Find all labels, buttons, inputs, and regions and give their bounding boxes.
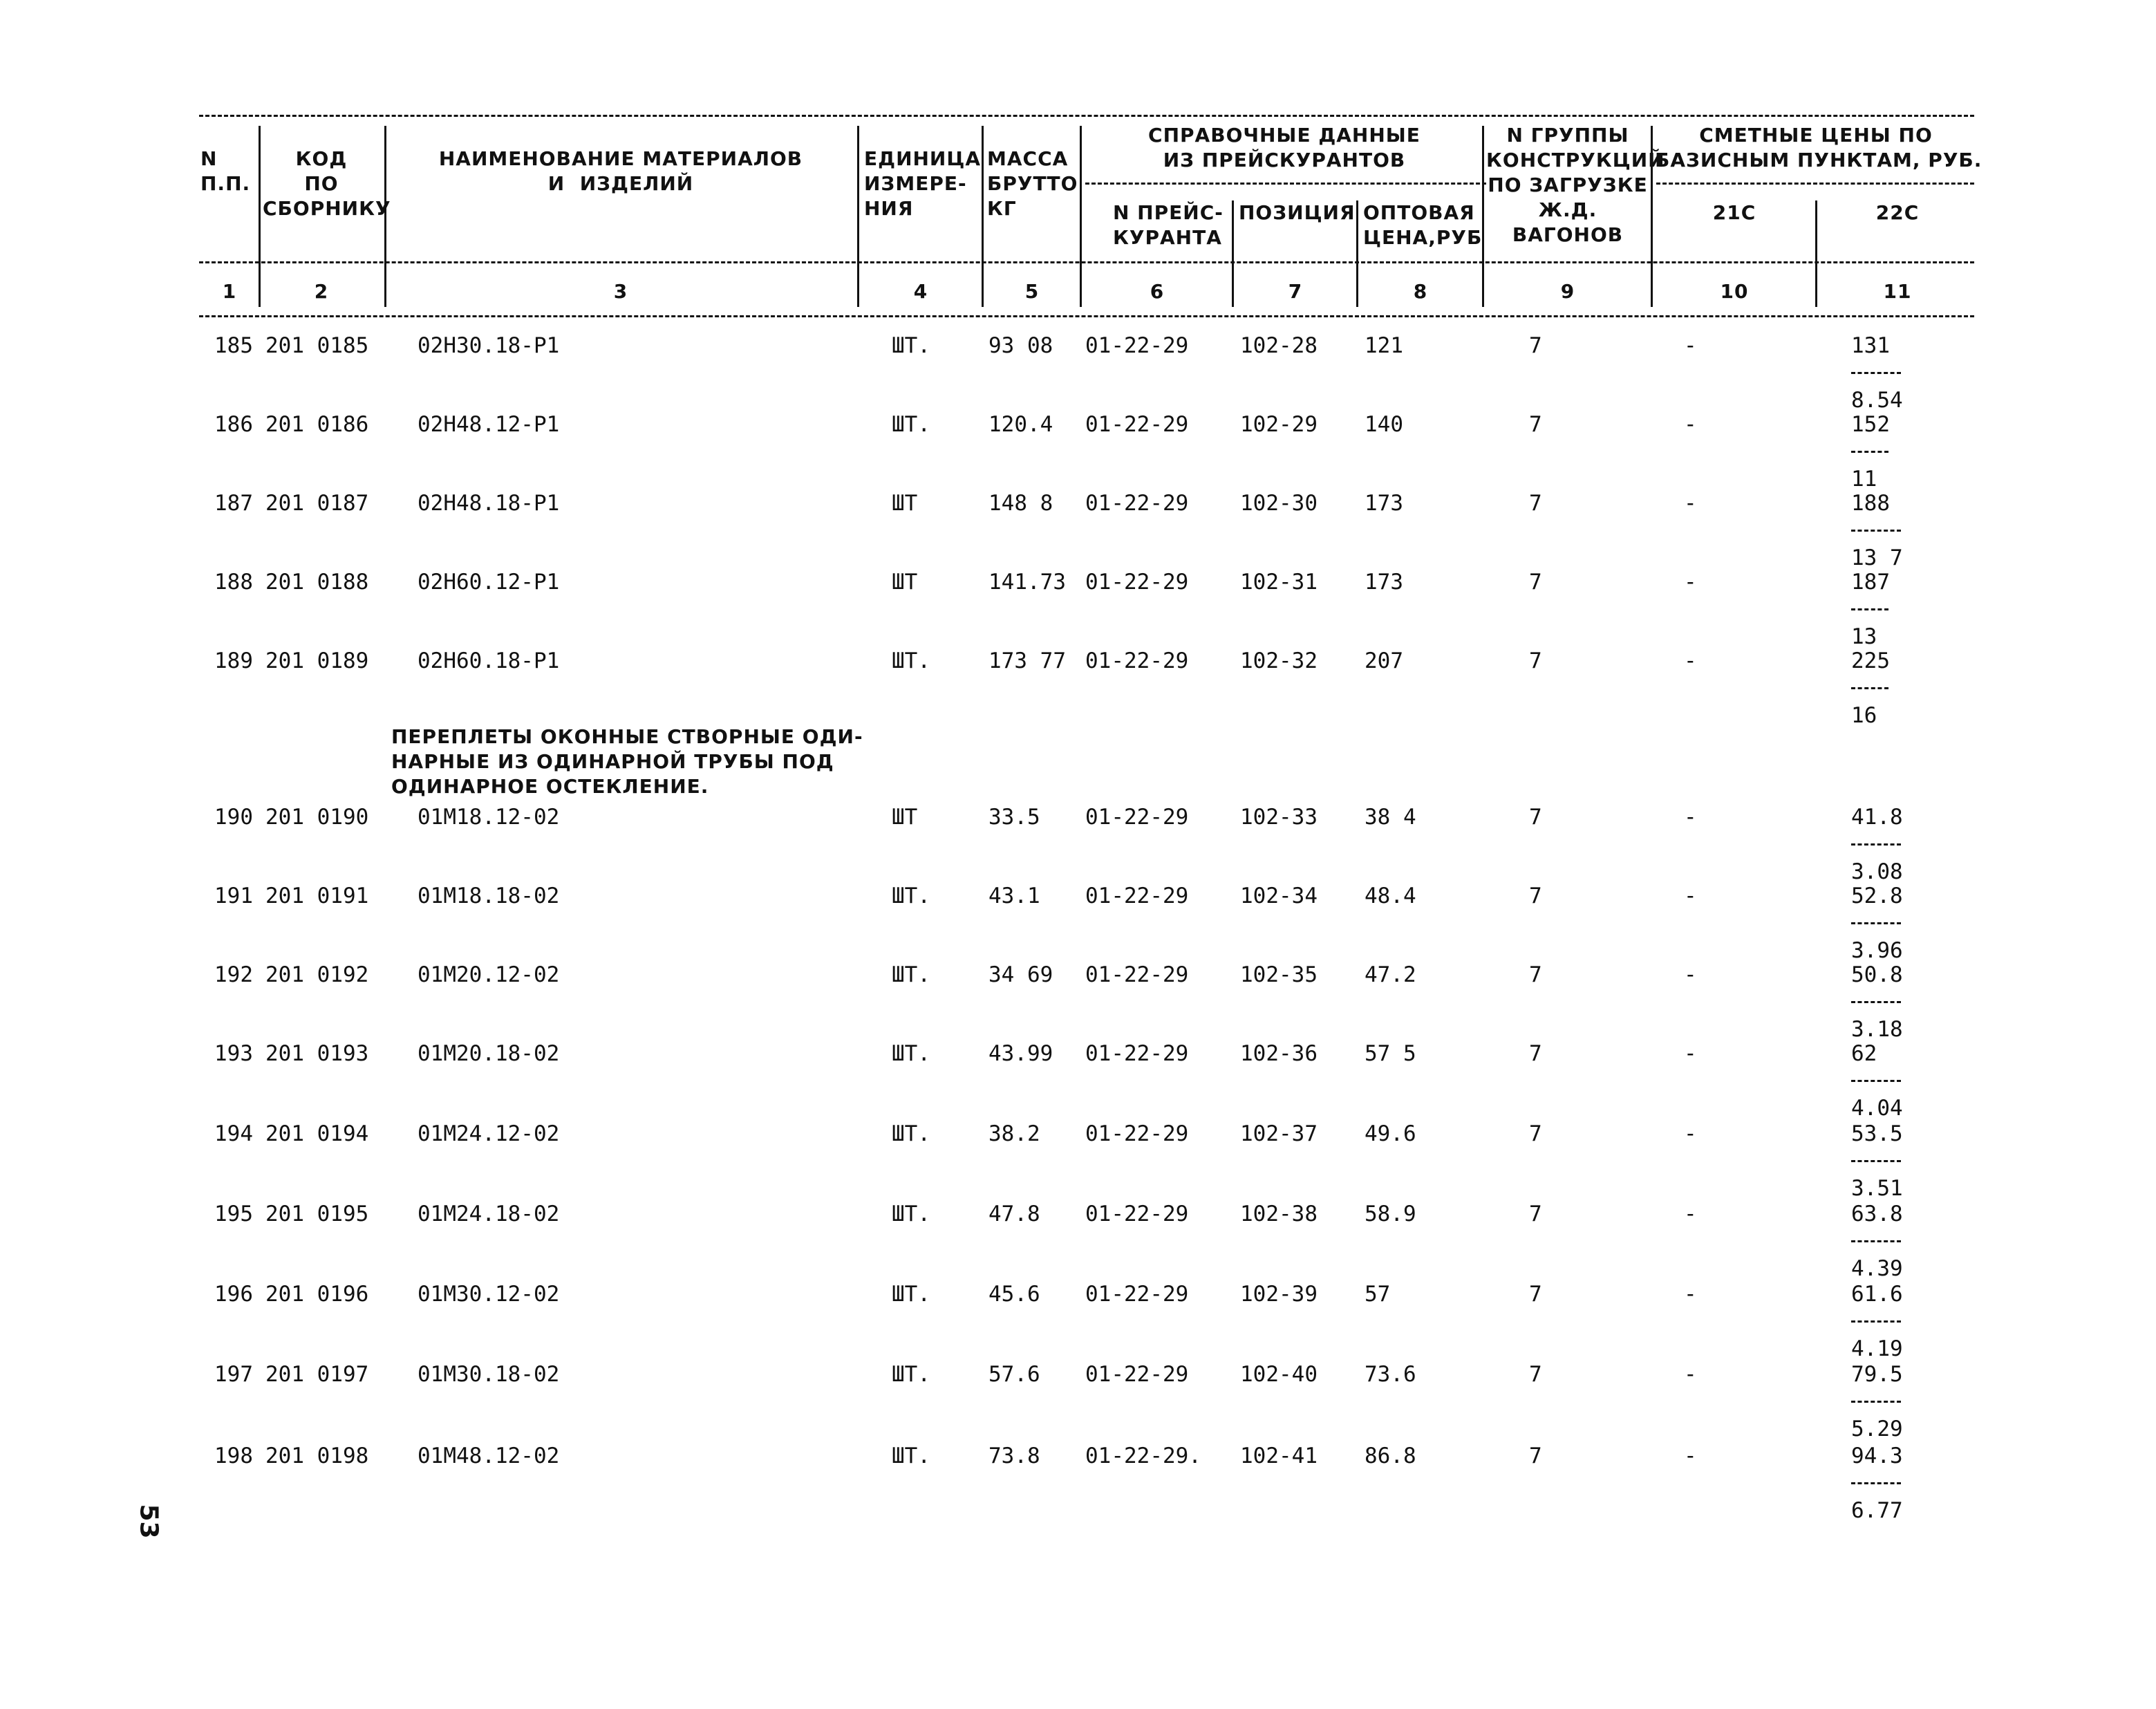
- row-wholesale: 38 4: [1365, 805, 1416, 830]
- row-number: 193: [214, 1041, 253, 1066]
- price-22c-fraction-bar: [1851, 530, 1901, 532]
- header-col-11: 22С: [1875, 201, 1920, 224]
- header-col-1: N П.П.: [200, 147, 251, 195]
- row-mass: 73.8: [988, 1444, 1040, 1468]
- row-mass: 47.8: [988, 1202, 1040, 1226]
- price-22c-transport: 4.04: [1851, 1096, 1903, 1121]
- header-col-8: ОПТОВАЯ ЦЕНА,РУБ: [1363, 201, 1483, 249]
- price-22c-fraction-bar: [1851, 843, 1901, 846]
- row-name: 02Н48.18-Р1: [418, 491, 560, 516]
- row-price-21c: -: [1684, 333, 1697, 358]
- price-22c-fraction-bar: [1851, 372, 1901, 374]
- subheader-rule-prices: [1656, 183, 1974, 185]
- row-group: 7: [1529, 1041, 1542, 1066]
- subheader-rule-refs: [1085, 183, 1486, 185]
- page-number: 53: [134, 1504, 163, 1539]
- row-code: 201 0195: [265, 1202, 369, 1226]
- header-col-9: N ГРУППЫ КОНСТРУКЦИЙ ПО ЗАГРУЗКЕ Ж.Д. ВАГОНОВ: [1486, 124, 1665, 246]
- row-price-list: 01-22-29: [1085, 1041, 1189, 1066]
- row-price-22c: [1851, 962, 1927, 1042]
- row-mass: 38.2: [988, 1121, 1040, 1146]
- price-22c-transport: 11: [1851, 467, 1877, 492]
- price-22c-value: 188: [1851, 491, 1890, 516]
- header-col-5: МАССА БРУТТО КГ: [987, 147, 1078, 220]
- row-position: 102-28: [1240, 333, 1318, 358]
- price-22c-value: 79.5: [1851, 1362, 1903, 1387]
- row-position: 102-29: [1240, 412, 1318, 437]
- row-unit: ШТ.: [892, 412, 930, 437]
- header-bottom-rule: [199, 261, 1974, 263]
- header-sep-10: [1815, 200, 1817, 307]
- price-22c-value: 131: [1851, 333, 1890, 358]
- row-wholesale: 207: [1365, 648, 1403, 673]
- row-price-21c: -: [1684, 884, 1697, 908]
- price-22c-transport: 3.96: [1851, 938, 1903, 963]
- row-unit: ШТ.: [892, 1444, 930, 1468]
- row-name: 02Н48.12-Р1: [418, 412, 560, 437]
- price-22c-transport: 16: [1851, 703, 1877, 728]
- header-sep-3: [857, 126, 859, 307]
- header-sep-4: [982, 126, 984, 307]
- row-group: 7: [1529, 648, 1542, 673]
- row-unit: ШТ.: [892, 1202, 930, 1226]
- row-position: 102-35: [1240, 962, 1318, 987]
- row-price-21c: -: [1684, 491, 1697, 516]
- row-price-22c: [1851, 491, 1927, 570]
- row-name: 01М20.18-02: [418, 1041, 560, 1066]
- row-price-21c: -: [1684, 1444, 1697, 1468]
- row-unit: ШТ: [892, 491, 918, 516]
- price-22c-value: 62: [1851, 1041, 1877, 1066]
- row-unit: ШТ.: [892, 1121, 930, 1146]
- row-name: 01М20.12-02: [418, 962, 560, 987]
- column-number-11: 11: [1883, 280, 1912, 303]
- row-price-22c: [1851, 884, 1927, 963]
- header-sep-6: [1232, 200, 1234, 307]
- row-name: 01М48.12-02: [418, 1444, 560, 1468]
- row-price-22c: [1851, 1444, 1927, 1523]
- row-position: 102-33: [1240, 805, 1318, 830]
- row-position: 102-30: [1240, 491, 1318, 516]
- row-wholesale: 47.2: [1365, 962, 1416, 987]
- price-22c-value: 152: [1851, 412, 1890, 437]
- row-code: 201 0189: [265, 648, 369, 673]
- row-unit: ШТ: [892, 805, 918, 830]
- price-22c-transport: 13 7: [1851, 545, 1903, 570]
- row-group: 7: [1529, 805, 1542, 830]
- price-22c-value: 225: [1851, 648, 1890, 673]
- price-22c-value: 41.8: [1851, 805, 1903, 830]
- column-number-8: 8: [1413, 280, 1428, 303]
- row-group: 7: [1529, 333, 1542, 358]
- price-22c-fraction-bar: [1851, 1160, 1901, 1162]
- row-price-22c: [1851, 1202, 1927, 1281]
- row-price-list: 01-22-29: [1085, 333, 1189, 358]
- row-price-22c: [1851, 1362, 1927, 1441]
- row-unit: ШТ.: [892, 884, 930, 908]
- row-unit: ШТ: [892, 570, 918, 595]
- row-code: 201 0185: [265, 333, 369, 358]
- row-code: 201 0198: [265, 1444, 369, 1468]
- price-22c-fraction-bar: [1851, 687, 1888, 689]
- row-position: 102-34: [1240, 884, 1318, 908]
- row-position: 102-39: [1240, 1282, 1318, 1307]
- price-22c-transport: 4.19: [1851, 1336, 1903, 1361]
- price-22c-value: 53.5: [1851, 1121, 1903, 1146]
- row-number: 196: [214, 1282, 253, 1307]
- row-price-list: 01-22-29: [1085, 570, 1189, 595]
- row-number: 194: [214, 1121, 253, 1146]
- row-position: 102-31: [1240, 570, 1318, 595]
- row-mass: 33.5: [988, 805, 1040, 830]
- row-number: 187: [214, 491, 253, 516]
- row-code: 201 0186: [265, 412, 369, 437]
- row-price-list: 01-22-29: [1085, 491, 1189, 516]
- row-code: 201 0188: [265, 570, 369, 595]
- row-code: 201 0187: [265, 491, 369, 516]
- column-number-5: 5: [1024, 280, 1040, 303]
- row-code: 201 0192: [265, 962, 369, 987]
- row-price-21c: -: [1684, 1041, 1697, 1066]
- row-price-list: 01-22-29: [1085, 962, 1189, 987]
- row-price-21c: -: [1684, 962, 1697, 987]
- row-group: 7: [1529, 491, 1542, 516]
- row-name: 01М30.18-02: [418, 1362, 560, 1387]
- row-wholesale: 49.6: [1365, 1121, 1416, 1146]
- price-22c-fraction-bar: [1851, 1401, 1901, 1403]
- price-22c-fraction-bar: [1851, 1320, 1901, 1323]
- price-22c-fraction-bar: [1851, 922, 1901, 924]
- row-mass: 57.6: [988, 1362, 1040, 1387]
- row-mass: 148 8: [988, 491, 1053, 516]
- row-name: 02Н60.18-Р1: [418, 648, 560, 673]
- row-mass: 45.6: [988, 1282, 1040, 1307]
- row-position: 102-37: [1240, 1121, 1318, 1146]
- header-col-10: 21С: [1712, 201, 1756, 224]
- row-number: 191: [214, 884, 253, 908]
- price-22c-fraction-bar: [1851, 1080, 1901, 1082]
- row-price-list: 01-22-29: [1085, 412, 1189, 437]
- header-col-2: КОД ПО СБОРНИКУ: [263, 147, 391, 220]
- header-col-6: N ПРЕЙС- КУРАНТА: [1113, 201, 1224, 249]
- row-price-22c: [1851, 805, 1927, 884]
- column-number-1: 1: [222, 280, 237, 303]
- header-price-group: СМЕТНЫЕ ЦЕНЫ ПО БАЗИСНЫМ ПУНКТАМ, РУБ.: [1655, 124, 1982, 171]
- row-unit: ШТ.: [892, 1362, 930, 1387]
- row-number: 188: [214, 570, 253, 595]
- price-22c-transport: 3.08: [1851, 859, 1903, 884]
- row-wholesale: 58.9: [1365, 1202, 1416, 1226]
- row-group: 7: [1529, 412, 1542, 437]
- row-number: 192: [214, 962, 253, 987]
- row-group: 7: [1529, 1282, 1542, 1307]
- table-top-rule: [199, 115, 1974, 117]
- row-unit: ШТ.: [892, 648, 930, 673]
- row-position: 102-40: [1240, 1362, 1318, 1387]
- row-price-21c: -: [1684, 1121, 1697, 1146]
- column-number-7: 7: [1288, 280, 1303, 303]
- row-wholesale: 140: [1365, 412, 1403, 437]
- price-22c-transport: 13: [1851, 624, 1877, 649]
- row-code: 201 0197: [265, 1362, 369, 1387]
- row-group: 7: [1529, 884, 1542, 908]
- row-name: 01М24.18-02: [418, 1202, 560, 1226]
- row-price-21c: -: [1684, 1362, 1697, 1387]
- price-22c-transport: 3.51: [1851, 1176, 1903, 1201]
- row-number: 186: [214, 412, 253, 437]
- row-wholesale: 57: [1365, 1282, 1391, 1307]
- row-unit: ШТ.: [892, 1282, 930, 1307]
- row-wholesale: 86.8: [1365, 1444, 1416, 1468]
- header-sep-5: [1080, 126, 1082, 307]
- row-price-list: 01-22-29: [1085, 884, 1189, 908]
- row-position: 102-36: [1240, 1041, 1318, 1066]
- row-code: 201 0193: [265, 1041, 369, 1066]
- row-name: 01М24.12-02: [418, 1121, 560, 1146]
- row-price-22c: [1851, 648, 1927, 728]
- row-name: 01М18.18-02: [418, 884, 560, 908]
- row-number: 189: [214, 648, 253, 673]
- row-price-21c: -: [1684, 412, 1697, 437]
- price-22c-transport: 6.77: [1851, 1498, 1903, 1523]
- price-22c-value: 50.8: [1851, 962, 1903, 987]
- row-name: 01М18.12-02: [418, 805, 560, 830]
- row-code: 201 0190: [265, 805, 369, 830]
- price-22c-fraction-bar: [1851, 1240, 1901, 1242]
- column-number-2: 2: [314, 280, 329, 303]
- row-wholesale: 48.4: [1365, 884, 1416, 908]
- row-number: 197: [214, 1362, 253, 1387]
- row-price-list: 01-22-29: [1085, 1282, 1189, 1307]
- row-price-22c: [1851, 333, 1927, 413]
- row-wholesale: 173: [1365, 491, 1403, 516]
- column-number-10: 10: [1720, 280, 1749, 303]
- row-position: 102-41: [1240, 1444, 1318, 1468]
- row-group: 7: [1529, 962, 1542, 987]
- row-wholesale: 173: [1365, 570, 1403, 595]
- header-col-4: ЕДИНИЦА ИЗМЕРЕ- НИЯ: [864, 147, 982, 220]
- column-number-3: 3: [613, 280, 628, 303]
- header-sep-1: [259, 126, 261, 307]
- row-price-21c: -: [1684, 570, 1697, 595]
- row-price-22c: [1851, 412, 1927, 492]
- price-22c-fraction-bar: [1851, 1482, 1901, 1484]
- row-price-list: 01-22-29: [1085, 1121, 1189, 1146]
- row-mass: 141.73: [988, 570, 1066, 595]
- row-unit: ШТ.: [892, 333, 930, 358]
- row-group: 7: [1529, 1444, 1542, 1468]
- row-price-list: 01-22-29: [1085, 805, 1189, 830]
- price-22c-fraction-bar: [1851, 1001, 1901, 1003]
- row-mass: 173 77: [988, 648, 1066, 673]
- row-name: 01М30.12-02: [418, 1282, 560, 1307]
- price-22c-transport: 5.29: [1851, 1417, 1903, 1441]
- column-numbers-rule: [199, 315, 1974, 317]
- row-name: 02Н60.12-Р1: [418, 570, 560, 595]
- row-price-list: 01-22-29: [1085, 648, 1189, 673]
- price-22c-fraction-bar: [1851, 451, 1888, 453]
- column-number-4: 4: [913, 280, 928, 303]
- row-position: 102-32: [1240, 648, 1318, 673]
- column-number-9: 9: [1560, 280, 1575, 303]
- row-unit: ШТ.: [892, 962, 930, 987]
- row-wholesale: 73.6: [1365, 1362, 1416, 1387]
- row-mass: 93 08: [988, 333, 1053, 358]
- row-price-list: 01-22-29: [1085, 1202, 1189, 1226]
- price-22c-value: 52.8: [1851, 884, 1903, 908]
- row-wholesale: 57 5: [1365, 1041, 1416, 1066]
- row-price-21c: -: [1684, 1202, 1697, 1226]
- row-code: 201 0194: [265, 1121, 369, 1146]
- row-price-21c: -: [1684, 1282, 1697, 1307]
- row-mass: 43.1: [988, 884, 1040, 908]
- row-number: 198: [214, 1444, 253, 1468]
- row-group: 7: [1529, 1202, 1542, 1226]
- price-22c-value: 61.6: [1851, 1282, 1903, 1307]
- row-price-21c: -: [1684, 805, 1697, 830]
- row-number: 195: [214, 1202, 253, 1226]
- price-22c-transport: 3.18: [1851, 1017, 1903, 1042]
- row-price-list: 01-22-29: [1085, 1362, 1189, 1387]
- row-position: 102-38: [1240, 1202, 1318, 1226]
- row-group: 7: [1529, 1121, 1542, 1146]
- row-code: 201 0191: [265, 884, 369, 908]
- header-col-7: ПОЗИЦИЯ: [1239, 201, 1356, 224]
- row-number: 185: [214, 333, 253, 358]
- row-mass: 120.4: [988, 412, 1053, 437]
- row-number: 190: [214, 805, 253, 830]
- row-price-22c: [1851, 1121, 1927, 1201]
- row-group: 7: [1529, 1362, 1542, 1387]
- price-22c-value: 94.3: [1851, 1444, 1903, 1468]
- row-price-21c: -: [1684, 648, 1697, 673]
- row-wholesale: 121: [1365, 333, 1403, 358]
- header-sep-7: [1356, 200, 1358, 307]
- row-unit: ШТ.: [892, 1041, 930, 1066]
- row-name: 02Н30.18-Р1: [418, 333, 560, 358]
- column-number-6: 6: [1150, 280, 1165, 303]
- row-price-list: 01-22-29.: [1085, 1444, 1201, 1468]
- row-mass: 43.99: [988, 1041, 1053, 1066]
- price-22c-transport: 8.54: [1851, 388, 1903, 413]
- section-title: ПЕРЕПЛЕТЫ ОКОННЫЕ СТВОРНЫЕ ОДИ- НАРНЫЕ ИЗ ОДИНАРНОЙ ТРУБЫ ПОД ОДИНАРНОЕ ОСТЕКЛЕНИЕ.: [391, 725, 863, 798]
- row-price-22c: [1851, 1041, 1927, 1121]
- price-22c-value: 63.8: [1851, 1202, 1903, 1226]
- price-22c-value: 187: [1851, 570, 1890, 595]
- row-price-22c: [1851, 1282, 1927, 1361]
- row-code: 201 0196: [265, 1282, 369, 1307]
- header-ref-group: СПРАВОЧНЫЕ ДАННЫЕ ИЗ ПРЕЙСКУРАНТОВ: [1148, 124, 1421, 171]
- row-mass: 34 69: [988, 962, 1053, 987]
- row-price-22c: [1851, 570, 1927, 649]
- price-22c-fraction-bar: [1851, 608, 1888, 610]
- row-group: 7: [1529, 570, 1542, 595]
- price-22c-transport: 4.39: [1851, 1256, 1903, 1281]
- header-col-3: НАИМЕНОВАНИЕ МАТЕРИАЛОВ И ИЗДЕЛИЙ: [438, 147, 803, 195]
